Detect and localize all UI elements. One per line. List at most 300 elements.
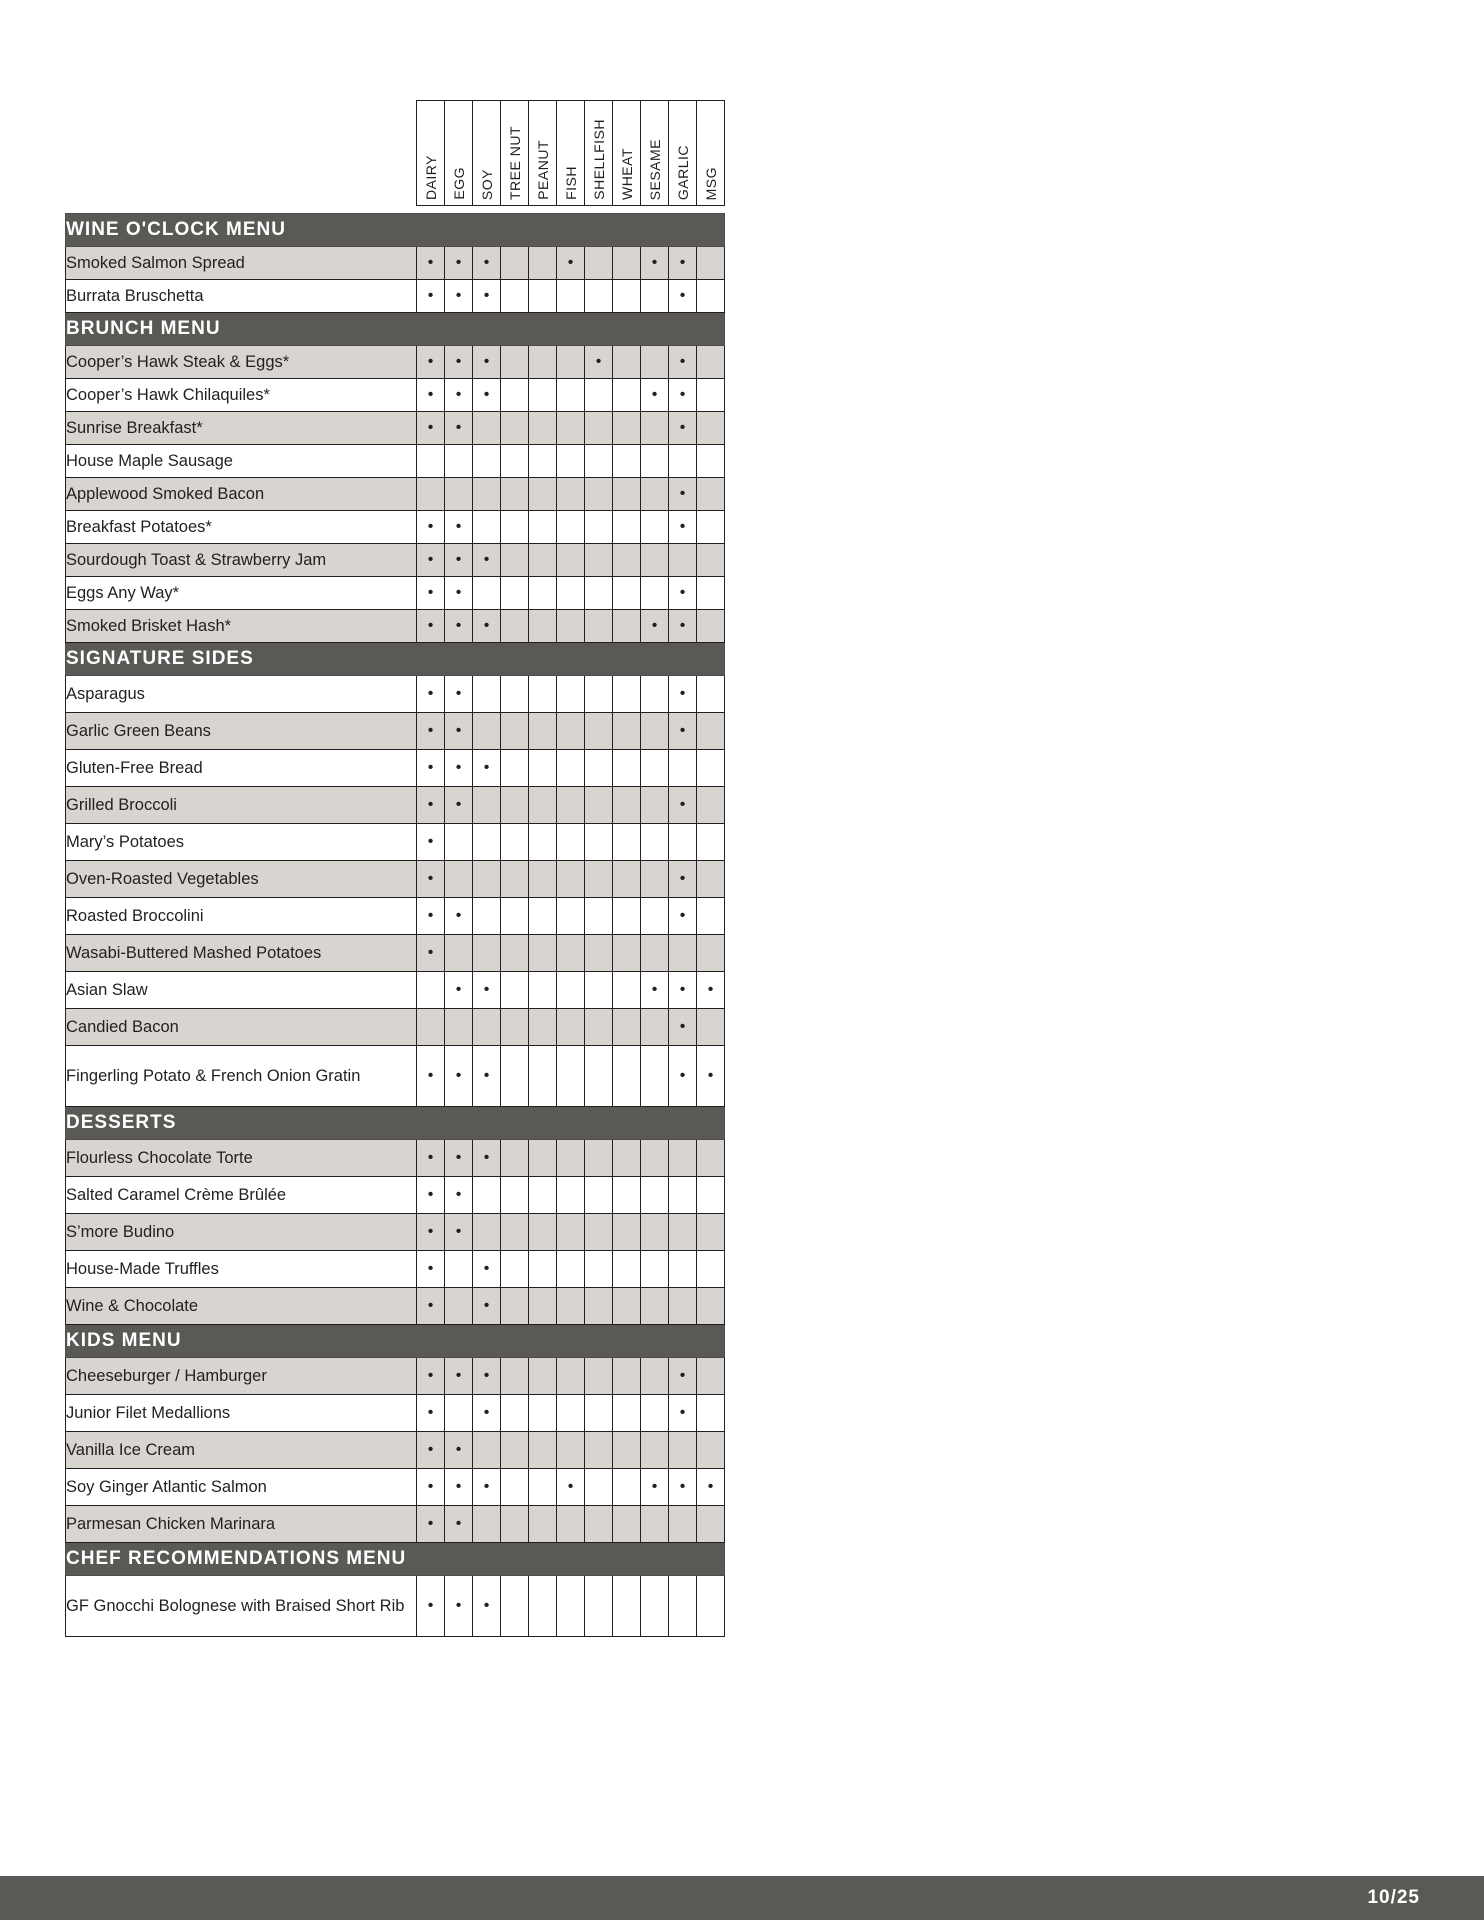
- allergen-cell-tree-nut: [501, 787, 529, 824]
- section-header: [66, 643, 725, 676]
- allergen-cell-dairy: [417, 1469, 445, 1506]
- menu-item-row: [66, 445, 725, 478]
- allergen-cell-peanut: [529, 787, 557, 824]
- allergen-mark: •: [483, 353, 490, 370]
- allergen-cell-wheat: [613, 1395, 641, 1432]
- allergen-cell-msg: [697, 935, 725, 972]
- allergen-cell-sesame: [641, 1576, 669, 1637]
- allergen-cell-egg: [445, 478, 473, 511]
- allergen-mark: •: [427, 1404, 434, 1421]
- allergen-cell-wheat: [613, 1358, 641, 1395]
- allergen-cell-soy: [473, 676, 501, 713]
- allergen-cell-msg: [697, 1140, 725, 1177]
- allergen-cell-egg: [445, 1251, 473, 1288]
- allergen-cell-shellfish: [585, 445, 613, 478]
- header-corner: [66, 101, 417, 206]
- allergen-cell-soy: [473, 247, 501, 280]
- menu-item-name: Gluten-Free Bread: [66, 750, 417, 787]
- allergen-cell-peanut: [529, 1576, 557, 1637]
- allergen-cell-wheat: [613, 1506, 641, 1543]
- allergen-cell-fish: [557, 478, 585, 511]
- allergen-mark: •: [427, 287, 434, 304]
- allergen-cell-sesame: [641, 1140, 669, 1177]
- allergen-mark: •: [483, 1597, 490, 1614]
- allergen-cell-fish: [557, 1288, 585, 1325]
- allergen-cell-peanut: [529, 346, 557, 379]
- allergen-cell-wheat: [613, 824, 641, 861]
- allergen-cell-msg: [697, 1395, 725, 1432]
- allergen-cell-fish: [557, 935, 585, 972]
- allergen-cell-soy: [473, 1432, 501, 1469]
- allergen-mark: •: [427, 1478, 434, 1495]
- allergen-cell-soy: [473, 1576, 501, 1637]
- allergen-cell-shellfish: [585, 577, 613, 610]
- allergen-mark: •: [679, 870, 686, 887]
- allergen-cell-dairy: [417, 1395, 445, 1432]
- allergen-cell-wheat: [613, 1576, 641, 1637]
- menu-item-name: Parmesan Chicken Marinara: [66, 1506, 417, 1543]
- allergen-cell-tree-nut: [501, 412, 529, 445]
- menu-item-row: [66, 346, 725, 379]
- allergen-mark: •: [679, 419, 686, 436]
- allergen-cell-sesame: [641, 445, 669, 478]
- allergen-mark: •: [679, 1478, 686, 1495]
- menu-item-name: Soy Ginger Atlantic Salmon: [66, 1469, 417, 1506]
- menu-item-row: [66, 750, 725, 787]
- allergen-mark: •: [707, 1478, 714, 1495]
- allergen-cell-msg: [697, 511, 725, 544]
- allergen-cell-garlic: [669, 445, 697, 478]
- allergen-mark: •: [427, 870, 434, 887]
- allergen-cell-sesame: [641, 280, 669, 313]
- allergen-cell-sesame: [641, 577, 669, 610]
- menu-item-row: [66, 379, 725, 412]
- allergen-cell-garlic: [669, 511, 697, 544]
- allergen-cell-sesame: [641, 935, 669, 972]
- menu-item-name: Cooper’s Hawk Chilaquiles*: [66, 379, 417, 412]
- allergen-cell-fish: [557, 1395, 585, 1432]
- menu-item-row: [66, 787, 725, 824]
- allergen-cell-fish: [557, 280, 585, 313]
- allergen-cell-shellfish: [585, 713, 613, 750]
- menu-item-row: [66, 1046, 725, 1107]
- allergen-header-fish: [557, 101, 585, 206]
- allergen-cell-soy: [473, 1358, 501, 1395]
- allergen-mark: •: [427, 1149, 434, 1166]
- allergen-cell-dairy: [417, 1251, 445, 1288]
- allergen-cell-egg: [445, 346, 473, 379]
- allergen-cell-shellfish: [585, 1140, 613, 1177]
- allergen-mark: •: [427, 944, 434, 961]
- menu-item-name: Burrata Bruschetta: [66, 280, 417, 313]
- menu-item-row: [66, 544, 725, 577]
- allergen-cell-wheat: [613, 1432, 641, 1469]
- menu-item-row: [66, 1009, 725, 1046]
- allergen-cell-shellfish: [585, 1288, 613, 1325]
- allergen-cell-wheat: [613, 1046, 641, 1107]
- allergen-cell-tree-nut: [501, 1506, 529, 1543]
- menu-item-name: Cooper’s Hawk Steak & Eggs*: [66, 346, 417, 379]
- allergen-cell-dairy: [417, 972, 445, 1009]
- allergen-cell-dairy: [417, 1177, 445, 1214]
- allergen-cell-tree-nut: [501, 379, 529, 412]
- allergen-cell-sesame: [641, 898, 669, 935]
- allergen-cell-dairy: [417, 1009, 445, 1046]
- allergen-cell-soy: [473, 1288, 501, 1325]
- allergen-cell-tree-nut: [501, 445, 529, 478]
- allergen-cell-dairy: [417, 713, 445, 750]
- allergen-mark: •: [455, 1367, 462, 1384]
- allergen-cell-fish: [557, 1469, 585, 1506]
- allergen-cell-shellfish: [585, 824, 613, 861]
- allergen-cell-fish: [557, 247, 585, 280]
- allergen-cell-garlic: [669, 972, 697, 1009]
- allergen-cell-peanut: [529, 247, 557, 280]
- allergen-cell-soy: [473, 824, 501, 861]
- allergen-cell-tree-nut: [501, 935, 529, 972]
- allergen-cell-soy: [473, 1506, 501, 1543]
- allergen-cell-sesame: [641, 972, 669, 1009]
- allergen-cell-sesame: [641, 412, 669, 445]
- allergen-cell-shellfish: [585, 280, 613, 313]
- allergen-cell-egg: [445, 412, 473, 445]
- allergen-cell-fish: [557, 1251, 585, 1288]
- allergen-mark: •: [483, 1067, 490, 1084]
- allergen-cell-tree-nut: [501, 824, 529, 861]
- menu-item-name: Sourdough Toast & Strawberry Jam: [66, 544, 417, 577]
- allergen-cell-dairy: [417, 1046, 445, 1107]
- allergen-cell-shellfish: [585, 898, 613, 935]
- allergen-cell-garlic: [669, 1506, 697, 1543]
- section-title: KIDS MENU: [66, 1325, 725, 1358]
- menu-item-row: [66, 824, 725, 861]
- allergen-cell-msg: [697, 1177, 725, 1214]
- allergen-cell-fish: [557, 577, 585, 610]
- allergen-cell-tree-nut: [501, 1432, 529, 1469]
- allergen-cell-tree-nut: [501, 544, 529, 577]
- allergen-cell-msg: [697, 898, 725, 935]
- allergen-mark: •: [483, 1478, 490, 1495]
- allergen-cell-msg: [697, 577, 725, 610]
- allergen-mark: •: [427, 617, 434, 634]
- allergen-cell-msg: [697, 1288, 725, 1325]
- allergen-header-label: SESAME: [646, 138, 663, 200]
- allergen-cell-fish: [557, 1358, 585, 1395]
- allergen-cell-wheat: [613, 610, 641, 643]
- allergen-cell-peanut: [529, 544, 557, 577]
- allergen-cell-tree-nut: [501, 478, 529, 511]
- allergen-cell-egg: [445, 1288, 473, 1325]
- allergen-cell-dairy: [417, 1140, 445, 1177]
- allergen-cell-msg: [697, 1046, 725, 1107]
- allergen-cell-fish: [557, 1214, 585, 1251]
- allergen-mark: •: [427, 759, 434, 776]
- allergen-cell-wheat: [613, 1177, 641, 1214]
- allergen-cell-msg: [697, 478, 725, 511]
- allergen-cell-egg: [445, 1214, 473, 1251]
- allergen-cell-shellfish: [585, 511, 613, 544]
- allergen-mark: •: [707, 981, 714, 998]
- allergen-cell-dairy: [417, 577, 445, 610]
- allergen-header-label: DAIRY: [422, 154, 439, 200]
- allergen-cell-egg: [445, 898, 473, 935]
- allergen-cell-garlic: [669, 280, 697, 313]
- allergen-cell-peanut: [529, 1214, 557, 1251]
- allergen-cell-garlic: [669, 824, 697, 861]
- allergen-mark: •: [483, 287, 490, 304]
- allergen-mark: •: [427, 1067, 434, 1084]
- menu-item-row: [66, 280, 725, 313]
- allergen-mark: •: [427, 254, 434, 271]
- allergen-cell-sesame: [641, 713, 669, 750]
- allergen-cell-garlic: [669, 1395, 697, 1432]
- allergen-mark: •: [455, 287, 462, 304]
- menu-item-name: Wasabi-Buttered Mashed Potatoes: [66, 935, 417, 972]
- menu-item-row: [66, 1469, 725, 1506]
- allergen-cell-wheat: [613, 544, 641, 577]
- allergen-cell-fish: [557, 861, 585, 898]
- menu-item-row: [66, 713, 725, 750]
- allergen-cell-dairy: [417, 346, 445, 379]
- allergen-cell-fish: [557, 1140, 585, 1177]
- allergen-cell-dairy: [417, 1432, 445, 1469]
- allergen-mark: •: [427, 353, 434, 370]
- allergen-header-msg: [697, 101, 725, 206]
- allergen-mark: •: [679, 254, 686, 271]
- allergen-cell-dairy: [417, 544, 445, 577]
- allergen-cell-wheat: [613, 412, 641, 445]
- allergen-cell-egg: [445, 1469, 473, 1506]
- allergen-cell-fish: [557, 750, 585, 787]
- allergen-mark: •: [679, 981, 686, 998]
- allergen-cell-tree-nut: [501, 750, 529, 787]
- allergen-mark: •: [455, 1149, 462, 1166]
- allergen-cell-shellfish: [585, 1576, 613, 1637]
- allergen-cell-wheat: [613, 280, 641, 313]
- menu-item-row: [66, 511, 725, 544]
- allergen-cell-sesame: [641, 1469, 669, 1506]
- allergen-cell-peanut: [529, 898, 557, 935]
- allergen-cell-garlic: [669, 676, 697, 713]
- allergen-cell-fish: [557, 346, 585, 379]
- section-title: WINE O'CLOCK MENU: [66, 214, 725, 247]
- allergen-cell-sesame: [641, 1432, 669, 1469]
- allergen-chart: [65, 100, 725, 1637]
- allergen-mark: •: [595, 353, 602, 370]
- allergen-cell-garlic: [669, 713, 697, 750]
- allergen-cell-egg: [445, 610, 473, 643]
- allergen-cell-sesame: [641, 676, 669, 713]
- allergen-cell-soy: [473, 1214, 501, 1251]
- allergen-cell-soy: [473, 577, 501, 610]
- menu-item-name: Oven-Roasted Vegetables: [66, 861, 417, 898]
- allergen-cell-peanut: [529, 412, 557, 445]
- allergen-cell-dairy: [417, 898, 445, 935]
- allergen-header-label: WHEAT: [618, 147, 635, 200]
- allergen-cell-wheat: [613, 1140, 641, 1177]
- allergen-header-label: GARLIC: [674, 144, 691, 200]
- allergen-cell-soy: [473, 346, 501, 379]
- allergen-cell-egg: [445, 1576, 473, 1637]
- allergen-header-row: [66, 101, 725, 206]
- allergen-cell-soy: [473, 935, 501, 972]
- allergen-mark: •: [679, 722, 686, 739]
- allergen-mark: •: [483, 1297, 490, 1314]
- allergen-cell-peanut: [529, 511, 557, 544]
- allergen-mark: •: [455, 551, 462, 568]
- allergen-mark: •: [679, 1067, 686, 1084]
- allergen-cell-dairy: [417, 610, 445, 643]
- allergen-cell-garlic: [669, 1140, 697, 1177]
- allergen-cell-fish: [557, 445, 585, 478]
- allergen-cell-egg: [445, 750, 473, 787]
- allergen-cell-msg: [697, 280, 725, 313]
- allergen-cell-dairy: [417, 824, 445, 861]
- allergen-cell-egg: [445, 824, 473, 861]
- menu-item-row: [66, 1251, 725, 1288]
- allergen-mark: •: [427, 1186, 434, 1203]
- allergen-cell-soy: [473, 412, 501, 445]
- allergen-cell-fish: [557, 412, 585, 445]
- allergen-header-peanut: [529, 101, 557, 206]
- allergen-mark: •: [455, 617, 462, 634]
- allergen-mark: •: [455, 685, 462, 702]
- allergen-cell-garlic: [669, 610, 697, 643]
- allergen-cell-wheat: [613, 247, 641, 280]
- allergen-cell-dairy: [417, 1358, 445, 1395]
- allergen-cell-fish: [557, 1576, 585, 1637]
- allergen-mark: •: [679, 685, 686, 702]
- allergen-cell-wheat: [613, 445, 641, 478]
- allergen-mark: •: [651, 1478, 658, 1495]
- allergen-cell-sesame: [641, 861, 669, 898]
- allergen-mark: •: [455, 518, 462, 535]
- allergen-cell-soy: [473, 1177, 501, 1214]
- allergen-cell-tree-nut: [501, 1046, 529, 1107]
- allergen-mark: •: [427, 1441, 434, 1458]
- allergen-cell-sesame: [641, 1046, 669, 1107]
- allergen-cell-shellfish: [585, 478, 613, 511]
- allergen-cell-tree-nut: [501, 972, 529, 1009]
- allergen-cell-msg: [697, 1432, 725, 1469]
- allergen-mark: •: [567, 254, 574, 271]
- allergen-cell-egg: [445, 1140, 473, 1177]
- allergen-cell-wheat: [613, 478, 641, 511]
- allergen-mark: •: [427, 584, 434, 601]
- section-title: DESSERTS: [66, 1107, 725, 1140]
- allergen-cell-dairy: [417, 412, 445, 445]
- allergen-cell-wheat: [613, 1009, 641, 1046]
- menu-item-name: House-Made Truffles: [66, 1251, 417, 1288]
- allergen-cell-tree-nut: [501, 346, 529, 379]
- allergen-cell-soy: [473, 861, 501, 898]
- allergen-mark: •: [483, 386, 490, 403]
- allergen-cell-soy: [473, 1009, 501, 1046]
- allergen-cell-peanut: [529, 824, 557, 861]
- menu-item-row: [66, 1214, 725, 1251]
- allergen-cell-shellfish: [585, 1214, 613, 1251]
- allergen-mark: •: [427, 907, 434, 924]
- allergen-cell-tree-nut: [501, 1395, 529, 1432]
- allergen-cell-tree-nut: [501, 861, 529, 898]
- allergen-mark: •: [455, 419, 462, 436]
- allergen-cell-wheat: [613, 861, 641, 898]
- allergen-mark: •: [483, 1260, 490, 1277]
- allergen-mark: •: [455, 386, 462, 403]
- allergen-cell-wheat: [613, 1469, 641, 1506]
- allergen-cell-msg: [697, 346, 725, 379]
- menu-item-row: [66, 1576, 725, 1637]
- allergen-mark: •: [455, 907, 462, 924]
- allergen-cell-sesame: [641, 544, 669, 577]
- allergen-cell-egg: [445, 1046, 473, 1107]
- menu-item-name: Fingerling Potato & French Onion Gratin: [66, 1046, 417, 1107]
- allergen-header-label: MSG: [702, 166, 719, 200]
- allergen-cell-sesame: [641, 1358, 669, 1395]
- allergen-cell-sesame: [641, 1506, 669, 1543]
- menu-item-row: [66, 610, 725, 643]
- allergen-cell-msg: [697, 1009, 725, 1046]
- allergen-mark: •: [483, 981, 490, 998]
- allergen-cell-sesame: [641, 750, 669, 787]
- menu-item-name: S’more Budino: [66, 1214, 417, 1251]
- allergen-mark: •: [651, 254, 658, 271]
- allergen-cell-tree-nut: [501, 1358, 529, 1395]
- allergen-cell-shellfish: [585, 750, 613, 787]
- allergen-mark: •: [427, 1367, 434, 1384]
- allergen-cell-soy: [473, 972, 501, 1009]
- allergen-cell-soy: [473, 280, 501, 313]
- allergen-cell-garlic: [669, 379, 697, 412]
- allergen-mark: •: [679, 1018, 686, 1035]
- allergen-cell-egg: [445, 1395, 473, 1432]
- allergen-cell-peanut: [529, 861, 557, 898]
- allergen-cell-soy: [473, 898, 501, 935]
- allergen-cell-sesame: [641, 1288, 669, 1325]
- allergen-cell-soy: [473, 511, 501, 544]
- allergen-cell-msg: [697, 750, 725, 787]
- allergen-cell-shellfish: [585, 1251, 613, 1288]
- allergen-cell-soy: [473, 445, 501, 478]
- allergen-cell-peanut: [529, 1251, 557, 1288]
- allergen-cell-sesame: [641, 511, 669, 544]
- allergen-cell-peanut: [529, 1432, 557, 1469]
- allergen-cell-msg: [697, 1358, 725, 1395]
- menu-item-name: GF Gnocchi Bolognese with Braised Short Rib: [66, 1576, 417, 1637]
- allergen-mark: •: [455, 353, 462, 370]
- allergen-cell-tree-nut: [501, 676, 529, 713]
- allergen-cell-soy: [473, 478, 501, 511]
- allergen-cell-shellfish: [585, 861, 613, 898]
- allergen-cell-msg: [697, 1469, 725, 1506]
- menu-item-row: [66, 1432, 725, 1469]
- allergen-cell-egg: [445, 1432, 473, 1469]
- menu-item-name: Mary’s Potatoes: [66, 824, 417, 861]
- allergen-cell-garlic: [669, 787, 697, 824]
- allergen-cell-soy: [473, 787, 501, 824]
- allergen-cell-garlic: [669, 1177, 697, 1214]
- allergen-cell-tree-nut: [501, 610, 529, 643]
- allergen-cell-wheat: [613, 1214, 641, 1251]
- allergen-cell-peanut: [529, 280, 557, 313]
- allergen-mark: •: [679, 353, 686, 370]
- allergen-cell-fish: [557, 1506, 585, 1543]
- allergen-cell-shellfish: [585, 1046, 613, 1107]
- allergen-mark: •: [427, 551, 434, 568]
- allergen-cell-garlic: [669, 1214, 697, 1251]
- allergen-mark: •: [455, 1186, 462, 1203]
- allergen-cell-soy: [473, 1469, 501, 1506]
